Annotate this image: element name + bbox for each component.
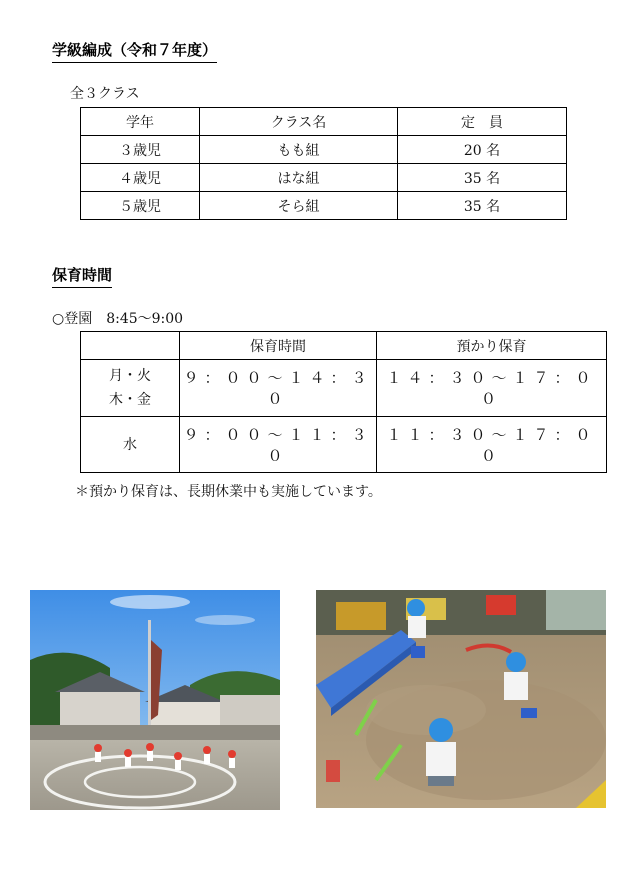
class-name-cell: そら組 — [200, 192, 398, 220]
sandbox-play-illustration — [316, 590, 606, 808]
header-capacity: 定 員 — [398, 108, 567, 136]
extended-care-cell: １１：３０～１７：００ — [377, 417, 607, 473]
header-grade: 学年 — [81, 108, 200, 136]
class-table — [80, 107, 567, 220]
playground-running-illustration — [30, 590, 280, 810]
capacity-cell: 20 名 — [398, 136, 567, 164]
header-days — [81, 332, 180, 360]
grade-cell: ３歳児 — [81, 136, 200, 164]
class-name-cell: はな組 — [200, 164, 398, 192]
header-care-hours: 保育時間 — [180, 332, 377, 360]
extended-care-cell: １４：３０～１７：００ — [377, 360, 607, 417]
class-name-cell: もも組 — [200, 136, 398, 164]
care-hours-cell: ９：００～１１：３０ — [180, 417, 377, 473]
capacity-cell: 35 名 — [398, 164, 567, 192]
table-row — [81, 164, 567, 192]
table-header-row — [81, 332, 607, 360]
sandbox-play-photo — [316, 590, 606, 808]
table-row — [81, 360, 607, 417]
table-row — [81, 192, 567, 220]
class-section-heading: 学級編成（令和７年度） — [52, 39, 217, 63]
days-line: 木・金 — [109, 392, 151, 408]
header-extended-care: 預かり保育 — [377, 332, 607, 360]
extended-care-note: ＊預かり保育は、長期休業中も実施しています。 — [75, 484, 382, 500]
playground-running-photo — [30, 590, 280, 810]
days-cell — [81, 360, 180, 417]
hours-section-heading: 保育時間 — [52, 264, 112, 288]
table-row — [81, 417, 607, 473]
grade-cell: ４歳児 — [81, 164, 200, 192]
days-cell: 水 — [81, 417, 180, 473]
hours-table — [80, 331, 607, 473]
grade-cell: ５歳児 — [81, 192, 200, 220]
table-header-row — [81, 108, 567, 136]
care-hours-cell: ９：００～１４：３０ — [180, 360, 377, 417]
class-total-text: 全３クラス — [70, 86, 140, 102]
table-row — [81, 136, 567, 164]
arrival-time-text: ○登園 8:45～9:00 — [52, 311, 184, 327]
header-class-name: クラス名 — [200, 108, 398, 136]
capacity-cell: 35 名 — [398, 192, 567, 220]
days-line: 月・火 — [109, 368, 151, 384]
